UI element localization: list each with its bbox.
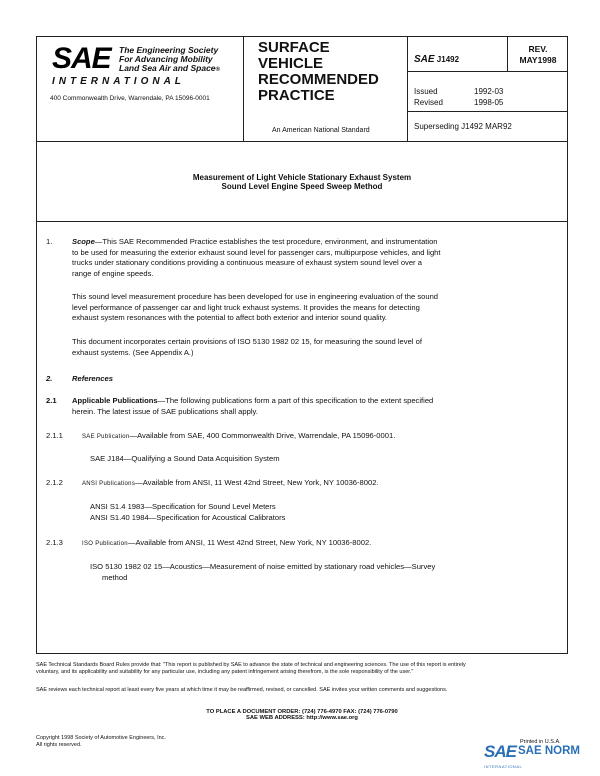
revised-value: 1998-05 — [474, 98, 504, 107]
title-line: Sound Level Engine Speed Sweep Method — [221, 182, 383, 191]
revision — [508, 44, 568, 66]
doc-type-line: RECOMMENDED — [258, 71, 379, 88]
small-sae-logo: SAE — [414, 54, 435, 65]
copyright — [36, 735, 166, 749]
section-heading: Applicable Publications — [72, 396, 158, 405]
doc-type-line: PRACTICE — [258, 87, 335, 104]
watermark-logo: SAE — [484, 742, 516, 761]
section-number: 2.1.3 — [46, 538, 63, 547]
board-rules — [36, 662, 568, 676]
copyright-line: All rights reserved. — [36, 742, 82, 748]
doc-type-line: SURFACE — [258, 39, 330, 56]
ansi-publications — [82, 478, 379, 490]
text-line: range of engine speeds. — [72, 268, 154, 278]
document-type — [258, 40, 379, 104]
section-number: 2.1.1 — [46, 431, 63, 440]
text-line: ISO 5130 1982 02 15—Acoustics—Measurement of noise emitted by stationary road vehicles—Survey — [90, 562, 436, 571]
reference-item — [90, 562, 550, 583]
watermark-subtext: INTERNATIONAL — [484, 764, 523, 769]
section-heading: References — [72, 374, 113, 383]
reference-item: ANSI S1.4 1983—Specification for Sound Level Meters — [90, 502, 276, 511]
section-number: 1. — [46, 237, 53, 246]
review-notice: SAE reviews each technical report at least every five years at which time it may be reaffirmed, revised, or cancelled. SAE invites your written comments and suggestions. — [36, 687, 448, 693]
section-number: 2.1.2 — [46, 478, 63, 487]
reference-item: ANSI S1.40 1984—Specification for Acoustical Calibrators — [90, 512, 286, 522]
section-number: 2. — [46, 374, 53, 383]
text-line: This sound level measurement procedure has been developed for use in engineering evaluation of the sound — [72, 292, 439, 301]
rev-value: MAY1998 — [519, 55, 557, 65]
header-rule — [407, 71, 567, 72]
society-tagline — [119, 46, 220, 75]
text-line: —Available from SAE, 400 Commonwealth Drive, Warrendale, PA 15096-0001. — [129, 431, 396, 440]
issued-value: 1992-03 — [474, 87, 504, 96]
tagline-line: The Engineering Society — [119, 45, 219, 55]
doc-number-value: J1492 — [436, 55, 460, 64]
text-line: —This SAE Recommended Practice establishes the test procedure, environment, and instrumentation — [94, 237, 438, 246]
text-line: —Available from ANSI, 11 West 42nd Street, New York, NY 10036-8002. — [135, 478, 379, 487]
order-info — [36, 709, 568, 721]
rev-label: REV. — [528, 44, 548, 54]
footer-line: voluntary, and its applicability and suitability for any particular use, including any patent infringement arising therefrom, is the sole responsibility of the user." — [36, 669, 414, 675]
tagline-line: Land Sea Air and Space — [119, 63, 216, 73]
registered-mark: ® — [215, 67, 220, 73]
doc-type-line: VEHICLE — [258, 55, 324, 72]
reference-item: SAE J184—Qualifying a Sound Data Acquisition System — [90, 454, 280, 463]
text-line: exhaust system resonances with the potential to affect both exterior and interior sound quality. — [72, 313, 388, 322]
applicable-publications — [72, 396, 552, 417]
publication-label: ISO Publication — [82, 541, 128, 547]
revised-label: Revised — [414, 98, 443, 107]
watermark-text: SAE NORM — [518, 745, 580, 757]
superseding: Superseding J1492 MAR92 — [414, 122, 512, 131]
text-line: herein. The latest issue of SAE publications shall apply. — [72, 406, 258, 416]
text-line: trucks under stationary conditions providing a continuous measure of exhaust system sound level over a — [72, 258, 422, 267]
section-number: 2.1 — [46, 396, 57, 405]
copyright-line: Copyright 1998 Society of Automotive Engineers, Inc. — [36, 735, 166, 741]
sae-logo: SAE — [52, 42, 111, 75]
text-line: —The following publications form a part of this specification to the extent specified — [157, 396, 434, 405]
text-line: —Available from ANSI, 11 West 42nd Street, New York, NY 10036-8002. — [127, 538, 372, 547]
header-rule — [407, 111, 567, 112]
text-line: exhaust systems. (See Appendix A.) — [72, 347, 194, 357]
header-divider — [243, 37, 244, 141]
web-address: SAE WEB ADDRESS: http://www.sae.org — [246, 715, 358, 721]
reference-list — [90, 502, 285, 523]
order-line: TO PLACE A DOCUMENT ORDER: (724) 776-4970 FAX: (724) 776-0790 — [206, 709, 398, 715]
text-line: This document incorporates certain provisions of ISO 5130 1982 02 15, for measuring the sound level of — [72, 337, 422, 346]
international-label: INTERNATIONAL — [52, 76, 185, 87]
national-standard: An American National Standard — [272, 127, 370, 134]
publication-label: SAE Publication — [82, 434, 130, 440]
tagline-line: For Advancing Mobility — [119, 54, 213, 64]
footer-line: SAE Technical Standards Board Rules provide that: "This report is published by SAE to advance the state of technical and engineering sciences. The use of this report is entirely — [36, 662, 466, 668]
title-line: Measurement of Light Vehicle Stationary Exhaust System — [192, 173, 412, 182]
doc-number — [414, 54, 459, 65]
iso-publication — [82, 538, 371, 550]
issued-label: Issued — [414, 87, 438, 96]
text-line: to be used for measuring the exterior exhaust sound level for passenger cars, multipurpose vehicles, and light — [72, 247, 441, 257]
section-heading: Scope — [72, 237, 95, 246]
document-title — [36, 173, 568, 191]
scope-paragraph-3 — [72, 337, 552, 358]
text-line: method — [102, 572, 128, 582]
text-line: level performance of passenger car and light truck exhaust systems. It provides the means for detecting — [72, 302, 420, 312]
printed-in: Printed in U.S.A. — [520, 739, 561, 745]
publication-label: ANSI Publications — [82, 481, 136, 487]
scope-paragraph-1 — [72, 237, 552, 279]
issue-dates — [414, 86, 503, 108]
scope-paragraph-2 — [72, 292, 552, 324]
sae-address: 400 Commonwealth Drive, Warrendale, PA 15096-0001 — [50, 95, 210, 102]
header-divider — [407, 37, 408, 141]
sae-publication — [82, 431, 395, 443]
